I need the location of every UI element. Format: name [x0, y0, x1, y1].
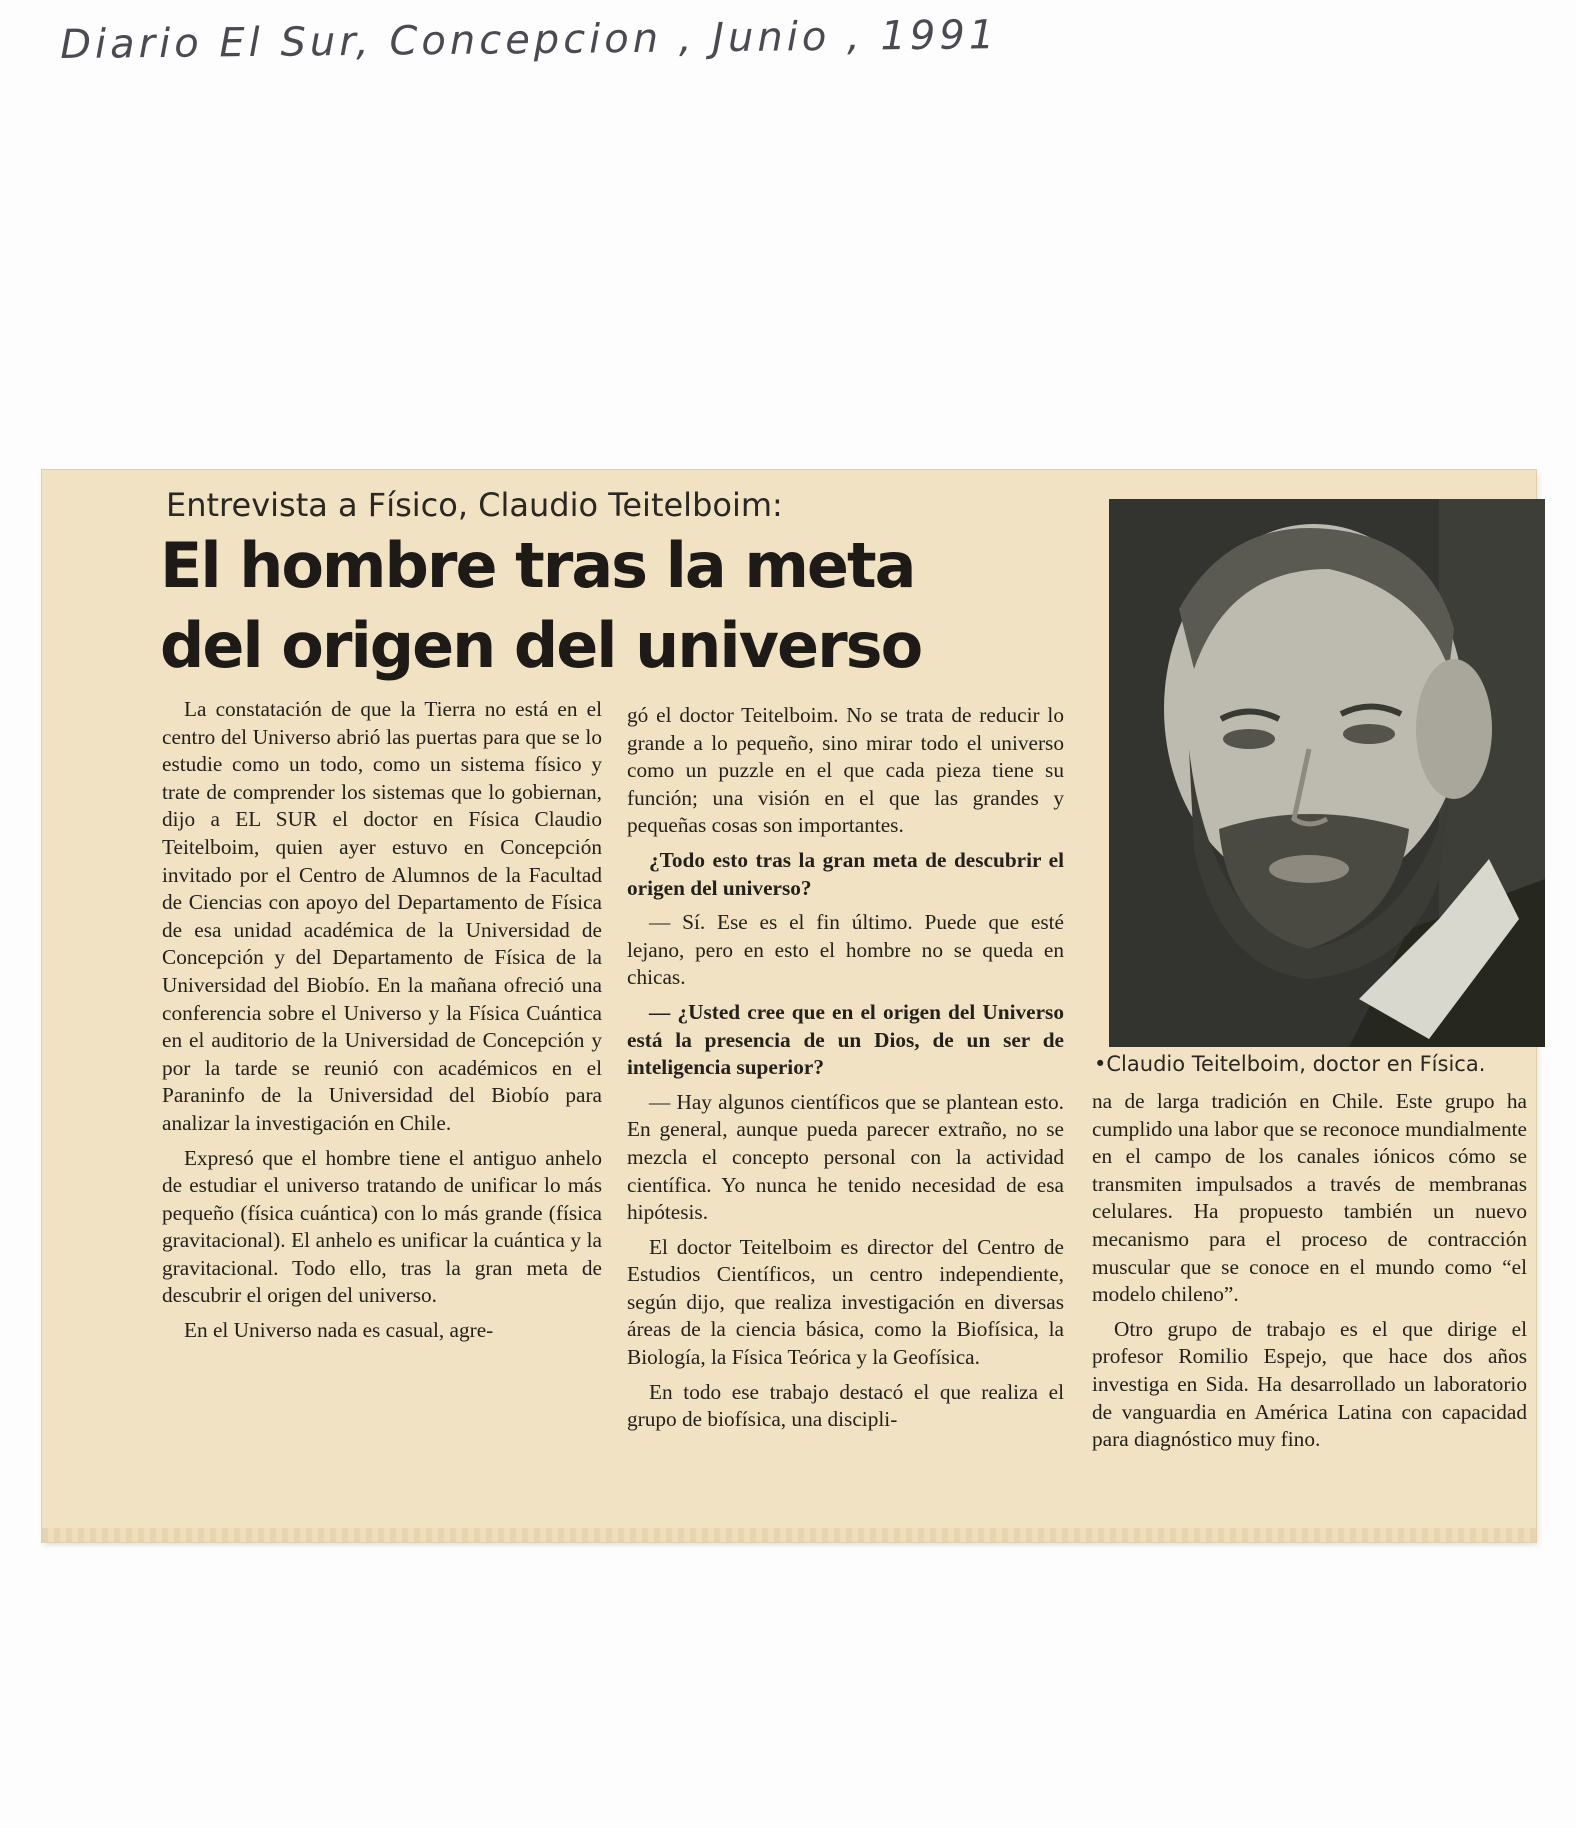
newspaper-clipping	[42, 470, 1536, 1542]
article-column-2	[627, 702, 1064, 1441]
photo-caption: •Claudio Teitelboim, doctor en Física.	[1094, 1052, 1486, 1076]
portrait-illustration	[1109, 499, 1545, 1047]
column2-paragraph: El doctor Teitelboim es director del Centro de Estudios Científicos, un centro independiente, según dijo, que realiza investigación en diversas áreas de la ciencia básica, como la Biofísica, la Biología, la Física Teórica y la Geofísica.	[627, 1234, 1064, 1370]
column2-paragraph: gó el doctor Teitelboim. No se trata de reducir lo grande a lo pequeño, sino mirar todo el universo como un puzzle en el que cada pieza tiene su función; una visión en el que las grandes y pequeñas cosas son importantes.	[627, 703, 1064, 838]
article-column-3	[1092, 1088, 1527, 1461]
column2-paragraph: En todo ese trabajo destacó el que realiza el grupo de biofísica, una discipli-	[627, 1379, 1064, 1432]
column1-paragraph: Expresó que el hombre tiene el antiguo anhelo de estudiar el universo tratando de unificar lo más pequeño (física cuántica) con lo más grande (física gravitacional). El anhelo es unificar la cuántica y la gravitacional. Todo ello, tras la gran meta de descubrir el origen del universo.	[162, 1145, 602, 1308]
column1-paragraph: La constatación de que la Tierra no está en el centro del Universo abrió las puertas para que se lo estudie como un todo, como un sistema físico y trate de comprender los sistemas que lo gobiernan, dijo a EL SUR el doctor en Física Claudio Teitelboim, quien ayer estuvo en Concepción invitado por el Centro de Alumnos de la Facultad de Ciencias con apoyo del Departamento de Física de esa unidad académica de la Universidad de Concepción y del Departamento de Física de la Universidad del Biobío. En la mañana ofreció una conferencia sobre el Universo y la Física Cuántica en el auditorio de la Universidad de Concepción y por la tarde se reunió con académicos en el Paraninfo de la Universidad del Biobío para analizar la investigación en Chile.	[162, 697, 602, 1135]
column3-paragraph: Otro grupo de trabajo es el que dirige el profesor Romilio Espejo, que hace dos años investiga en Sida. Ha desarrollado un laboratorio de vanguardia en América Latina con capacidad para diagnóstico muy fino.	[1092, 1316, 1527, 1452]
headline-line-1: El hombre tras la meta	[160, 529, 915, 602]
handwritten-source-note: Diario El Sur, Concepcion , Junio , 1991	[60, 12, 999, 68]
interview-answer: — Hay algunos científicos que se plantean esto. En general, aunque pueda parecer extraño, no se mezcla el concepto personal con la actividad científica. Yo nunca he tenido necesidad de esa hipótesis.	[627, 1089, 1064, 1225]
headline-line-2: del origen del universo	[160, 609, 922, 682]
column1-paragraph: En el Universo nada es casual, agre-	[184, 1318, 494, 1343]
column3-paragraph: na de larga tradición en Chile. Este grupo ha cumplido una labor que se reconoce mundialmente en el campo de los canales iónicos cómo se transmiten impulsados a través de membranas celulares. Ha propuesto también un nuevo mecanismo para el proceso de contracción muscular que se conoce en el mundo como “el modelo chileno”.	[1092, 1089, 1527, 1307]
article-headline	[160, 526, 950, 686]
article-kicker: Entrevista a Físico, Claudio Teitelboim:	[166, 486, 783, 524]
article-column-1	[162, 696, 602, 1352]
interview-question: — ¿Usted cree que en el origen del Universo está la presencia de un Dios, de un ser de inteligencia superior?	[627, 999, 1064, 1080]
interview-answer: — Sí. Ese es el fin último. Puede que esté lejano, pero en esto el hombre no se queda en chicas.	[627, 910, 1064, 990]
portrait-photo	[1109, 499, 1545, 1047]
interview-question: ¿Todo esto tras la gran meta de descubrir el origen del universo?	[627, 847, 1064, 900]
